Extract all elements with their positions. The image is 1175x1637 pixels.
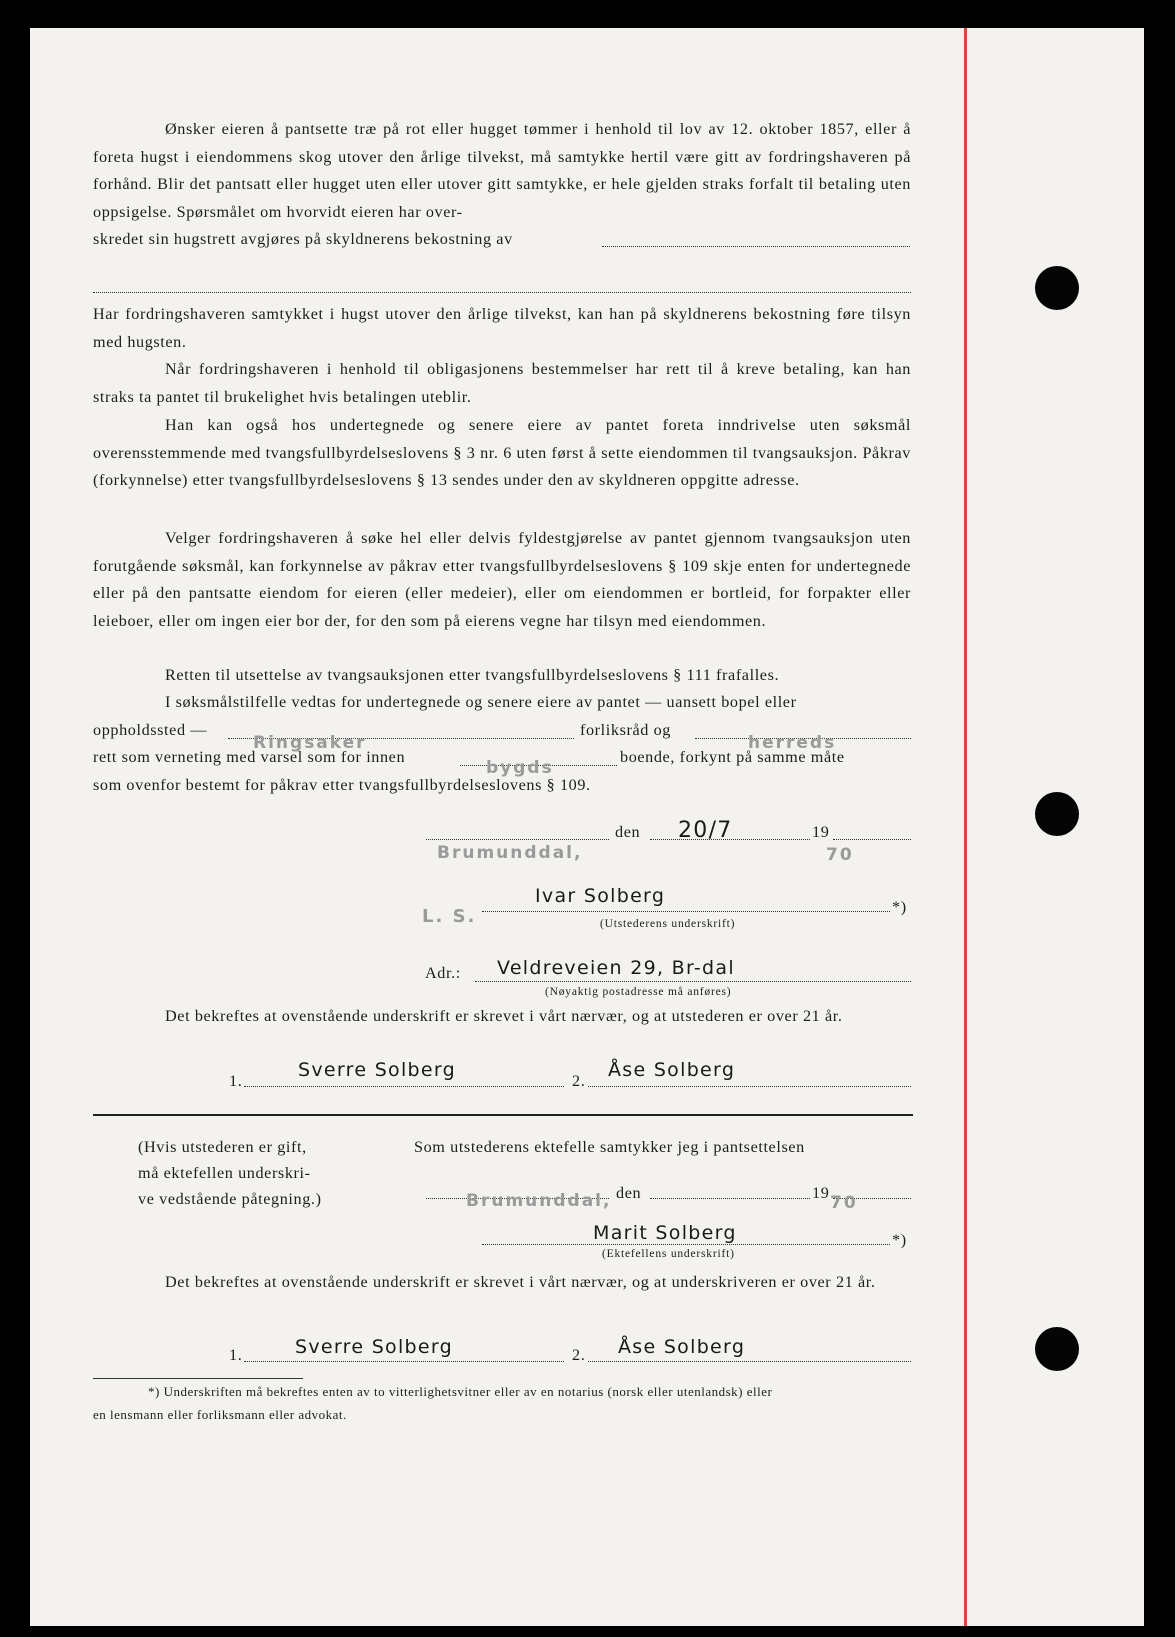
address-caption: (Nøyaktig postadresse må anføres) <box>545 986 732 998</box>
spouse-century: 19 <box>812 1184 830 1202</box>
venue-line3-b: boende, forkynt på samme måte <box>620 748 845 766</box>
issuer-star: *) <box>892 898 907 916</box>
witness2-number-2: 2. <box>572 1346 586 1364</box>
paragraph-pledging-timber: Ønsker eieren å pantsette træ på rot eller hugget tømmer i henhold til lov av 12. oktober 1857, eller å foreta hugst i eiendommens skog utover den årlige tilvekst, må samtykke hertil være gitt av fordringshaveren på forhånd. Blir det pantsatt eller hugget uten eller utover gitt samtykke, er hele gjelden straks forfalt til betaling uten oppsigelse. Spørsmålet om hvorvidt eieren har over- <box>93 120 911 222</box>
fill-line <box>426 839 609 840</box>
witness-line <box>244 1086 564 1087</box>
witness1-number-1: 1. <box>229 1072 243 1090</box>
spouse-note-line1: (Hvis utstederen er gift, <box>138 1138 307 1156</box>
paragraph-forced-auction: Velger fordringshaveren å søke hel eller delvis fyldestgjørelse av pantet gjennom tvangsauksjon uten forutgående søksmål, kan forkynnelse av påkrav etter tvangsfullbyrdelseslovens § 109 skje enten for undertegnede eller på den pantsatte eiendom for eieren (eller medeier), eller om eiendommen er bortleid, for forpakter eller leieboer, eller om ingen eier bor der, for den som på eierens vegne har tilsyn med eiendommen. <box>93 529 911 631</box>
punch-hole <box>1035 1327 1079 1371</box>
red-margin-line <box>964 28 967 1626</box>
year-stamp: 70 <box>826 845 854 865</box>
witness1-signature-2: Åse Solberg <box>608 1059 736 1081</box>
section-divider <box>93 1114 913 1116</box>
witness-line <box>588 1361 911 1362</box>
witness-confirmation-2: Det bekreftes at ovenstående underskrift er skrevet i vårt nærvær, og at underskriveren er over 21 år. <box>165 1273 876 1291</box>
stamp-bygds: bygds <box>486 758 554 778</box>
witness2-signature-1: Sverre Solberg <box>295 1336 454 1358</box>
paragraph-payment: Når fordringshaveren i henhold til obligasjonens bestemmelser har rett til å kreve betaling, kan han straks ta pantet til brukelighet hvis betalingen uteblir. <box>93 360 911 406</box>
address-label: Adr.: <box>425 964 461 982</box>
spouse-note-line3: ve vedstående påtegning.) <box>138 1190 322 1208</box>
spouse-year-stamp: 70 <box>830 1193 858 1213</box>
witness2-number-1: 1. <box>229 1346 243 1364</box>
fill-line <box>93 292 911 293</box>
footnote-line2: en lensmann eller forliksmann eller advokat. <box>93 1407 347 1422</box>
witness-line <box>588 1086 911 1087</box>
spouse-den: den <box>616 1184 642 1202</box>
fill-line <box>833 839 911 840</box>
place-stamp: Brumunddal, <box>437 843 583 863</box>
date-handwritten: 20/7 <box>678 818 733 843</box>
stamp-ringsaker: Ringsaker <box>253 733 367 753</box>
spouse-note-line2: må ektefellen underskri- <box>138 1164 311 1182</box>
witness1-number-2: 2. <box>572 1072 586 1090</box>
paragraph-pledging-timber-end: skredet sin hugstrett avgjøres på skyldnerens bekostning av <box>93 230 513 248</box>
dateline-den: den <box>615 823 641 841</box>
spouse-star: *) <box>892 1231 907 1249</box>
spouse-caption: (Ektefellens underskrift) <box>602 1248 735 1260</box>
venue-opphold-label: oppholdssted — <box>93 721 208 739</box>
paragraph-supervision: Har fordringshaveren samtykket i hugst utover den årlige tilvekst, kan han på skyldnerens bekostning føre tilsyn med hugsten. <box>93 305 911 351</box>
witness1-signature-1: Sverre Solberg <box>298 1059 457 1081</box>
fill-line <box>650 1198 810 1199</box>
spouse-signature: Marit Solberg <box>593 1222 737 1244</box>
spouse-place-stamp: Brumunddal, <box>466 1191 612 1211</box>
footnote-line1: *) Underskriften må bekreftes enten av to vitterlighetsvitner eller av en notarius (norsk eller utenlandsk) eller <box>148 1384 773 1399</box>
dateline-century: 19 <box>812 823 830 841</box>
punch-hole <box>1035 792 1079 836</box>
fill-line <box>602 246 910 247</box>
witness-confirmation-1: Det bekreftes at ovenstående underskrift er skrevet i vårt nærvær, og at utstederen er over 21 år. <box>165 1007 843 1025</box>
venue-line4: som ovenfor bestemt for påkrav etter tvangsfullbyrdelseslovens § 109. <box>93 776 591 794</box>
ls-stamp: L. S. <box>422 906 477 927</box>
paragraph-collection: Han kan også hos undertegnede og senere eiere av pantet foreta inndrivelse uten søksmål overensstemmende med tvangsfullbyrdelseslovens § 3 nr. 6 uten først å sette eiendommen til tvangsauksjon. Påkrav (forkynnelse) etter tvangsfullbyrdelseslovens § 13 sendes under den av skyldneren oppgitte adresse. <box>93 416 911 490</box>
spouse-consent: Som utstederens ektefelle samtykker jeg i pantsettelsen <box>414 1138 805 1156</box>
paragraph-venue-intro: I søksmålstilfelle vedtas for undertegnede og senere eiere av pantet — uansett bopel eller <box>165 693 797 711</box>
venue-line3-a: rett som verneting med varsel som for innen <box>93 748 406 766</box>
paragraph-deferral: Retten til utsettelse av tvangsauksjonen etter tvangsfullbyrdelseslovens § 111 frafalles. <box>165 666 780 684</box>
document-page <box>30 28 1144 1626</box>
venue-forliksraad-label: forliksråd og <box>580 721 671 739</box>
witness-line <box>244 1361 564 1362</box>
signature-line <box>482 911 890 912</box>
address-handwritten: Veldreveien 29, Br-dal <box>497 957 735 979</box>
address-line <box>475 981 911 982</box>
issuer-signature: Ivar Solberg <box>535 885 666 907</box>
issuer-caption: (Utstederens underskrift) <box>600 918 736 930</box>
signature-line <box>482 1244 890 1245</box>
punch-hole <box>1035 266 1079 310</box>
stamp-herreds: herreds <box>748 733 837 753</box>
witness2-signature-2: Åse Solberg <box>618 1336 746 1358</box>
